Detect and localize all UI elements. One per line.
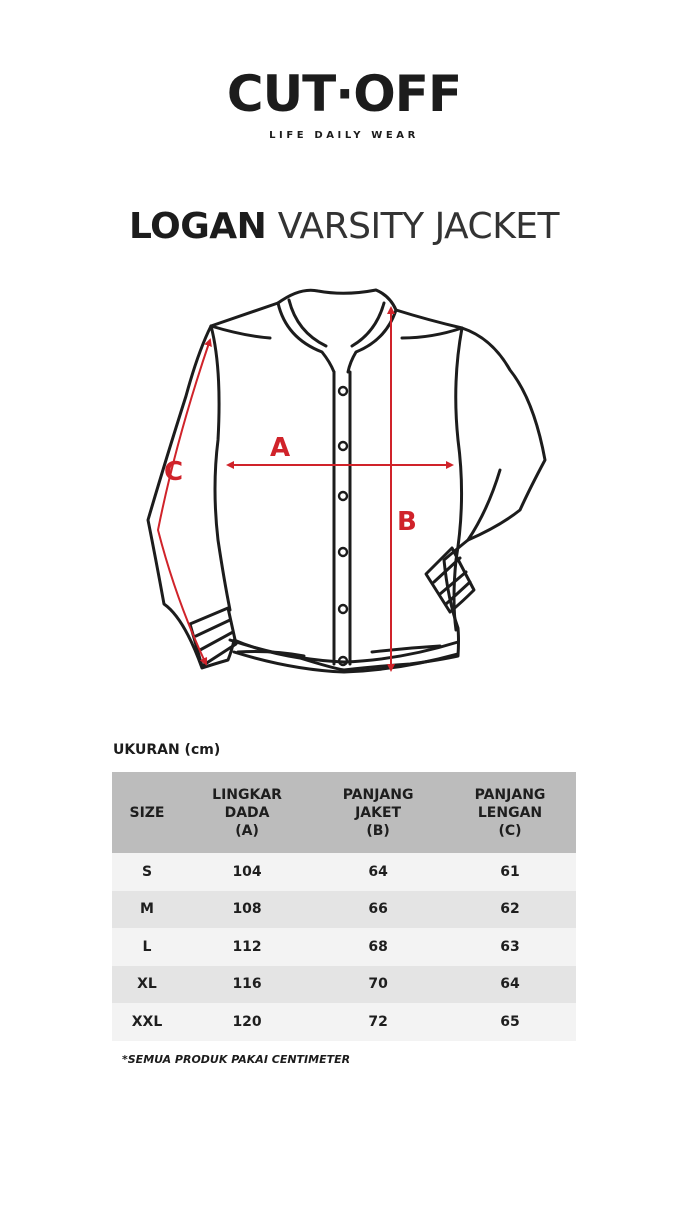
cell-size: S (112, 853, 182, 891)
collar-left (278, 303, 334, 372)
table-row (112, 966, 576, 1004)
left-side-seam (211, 326, 230, 610)
cell-sleeve: 65 (444, 1003, 576, 1041)
left-shoulder-seam (211, 326, 270, 338)
table-row (112, 853, 576, 891)
brand-logo (0, 66, 688, 141)
table-row (112, 1003, 576, 1041)
sleeve-measure-line (158, 340, 210, 664)
table-row (112, 928, 576, 966)
cell-chest: 112 (182, 928, 312, 966)
cell-length: 68 (312, 928, 444, 966)
collar-rib-2 (352, 303, 384, 346)
cell-chest: 104 (182, 853, 312, 891)
product-title-light: VARSITY JACKET (277, 206, 560, 247)
header-size: SIZE (112, 772, 182, 853)
button-2 (339, 442, 347, 450)
left-cuff-rib (196, 620, 233, 650)
table-row (112, 891, 576, 929)
right-sleeve (468, 470, 500, 540)
label-b: B (397, 507, 417, 537)
brand-tagline: LIFE DAILY WEAR (269, 130, 419, 141)
header-sleeve: PANJANG LENGAN (C) (444, 772, 576, 853)
cell-sleeve: 64 (444, 966, 576, 1004)
header-chest: LINGKAR DADA (A) (182, 772, 312, 853)
right-side-seam (454, 328, 462, 630)
placket (334, 372, 350, 664)
cell-length: 66 (312, 891, 444, 929)
brand-name: CUT·OFF (226, 65, 462, 123)
header-length: PANJANG JAKET (B) (312, 772, 444, 853)
cell-size: XXL (112, 1003, 182, 1041)
label-c: C (164, 457, 184, 487)
body-outline (148, 303, 545, 670)
cell-size: XL (112, 966, 182, 1004)
cell-chest: 108 (182, 891, 312, 929)
collar-outline (278, 290, 396, 310)
cell-length: 72 (312, 1003, 444, 1041)
button-4 (339, 548, 347, 556)
button-5 (339, 605, 347, 613)
button-3 (339, 492, 347, 500)
size-table-caption: UKURAN (cm) (113, 742, 221, 758)
cell-size: M (112, 891, 182, 929)
collar-right (348, 310, 396, 372)
cell-sleeve: 61 (444, 853, 576, 891)
cell-sleeve: 62 (444, 891, 576, 929)
product-title-bold: LOGAN (128, 206, 267, 247)
cell-sleeve: 63 (444, 928, 576, 966)
cell-chest: 120 (182, 1003, 312, 1041)
collar-rib-1 (289, 300, 326, 346)
size-table-header (112, 772, 576, 853)
size-table (112, 772, 576, 1041)
cell-size: L (112, 928, 182, 966)
product-title (0, 205, 688, 249)
label-a: A (270, 433, 291, 463)
jacket-diagram (130, 280, 560, 690)
cell-length: 64 (312, 853, 444, 891)
button-1 (339, 387, 347, 395)
cell-chest: 116 (182, 966, 312, 1004)
right-shoulder-seam (402, 328, 462, 338)
cell-length: 70 (312, 966, 444, 1004)
footnote: *SEMUA PRODUK PAKAI CENTIMETER (122, 1053, 351, 1066)
